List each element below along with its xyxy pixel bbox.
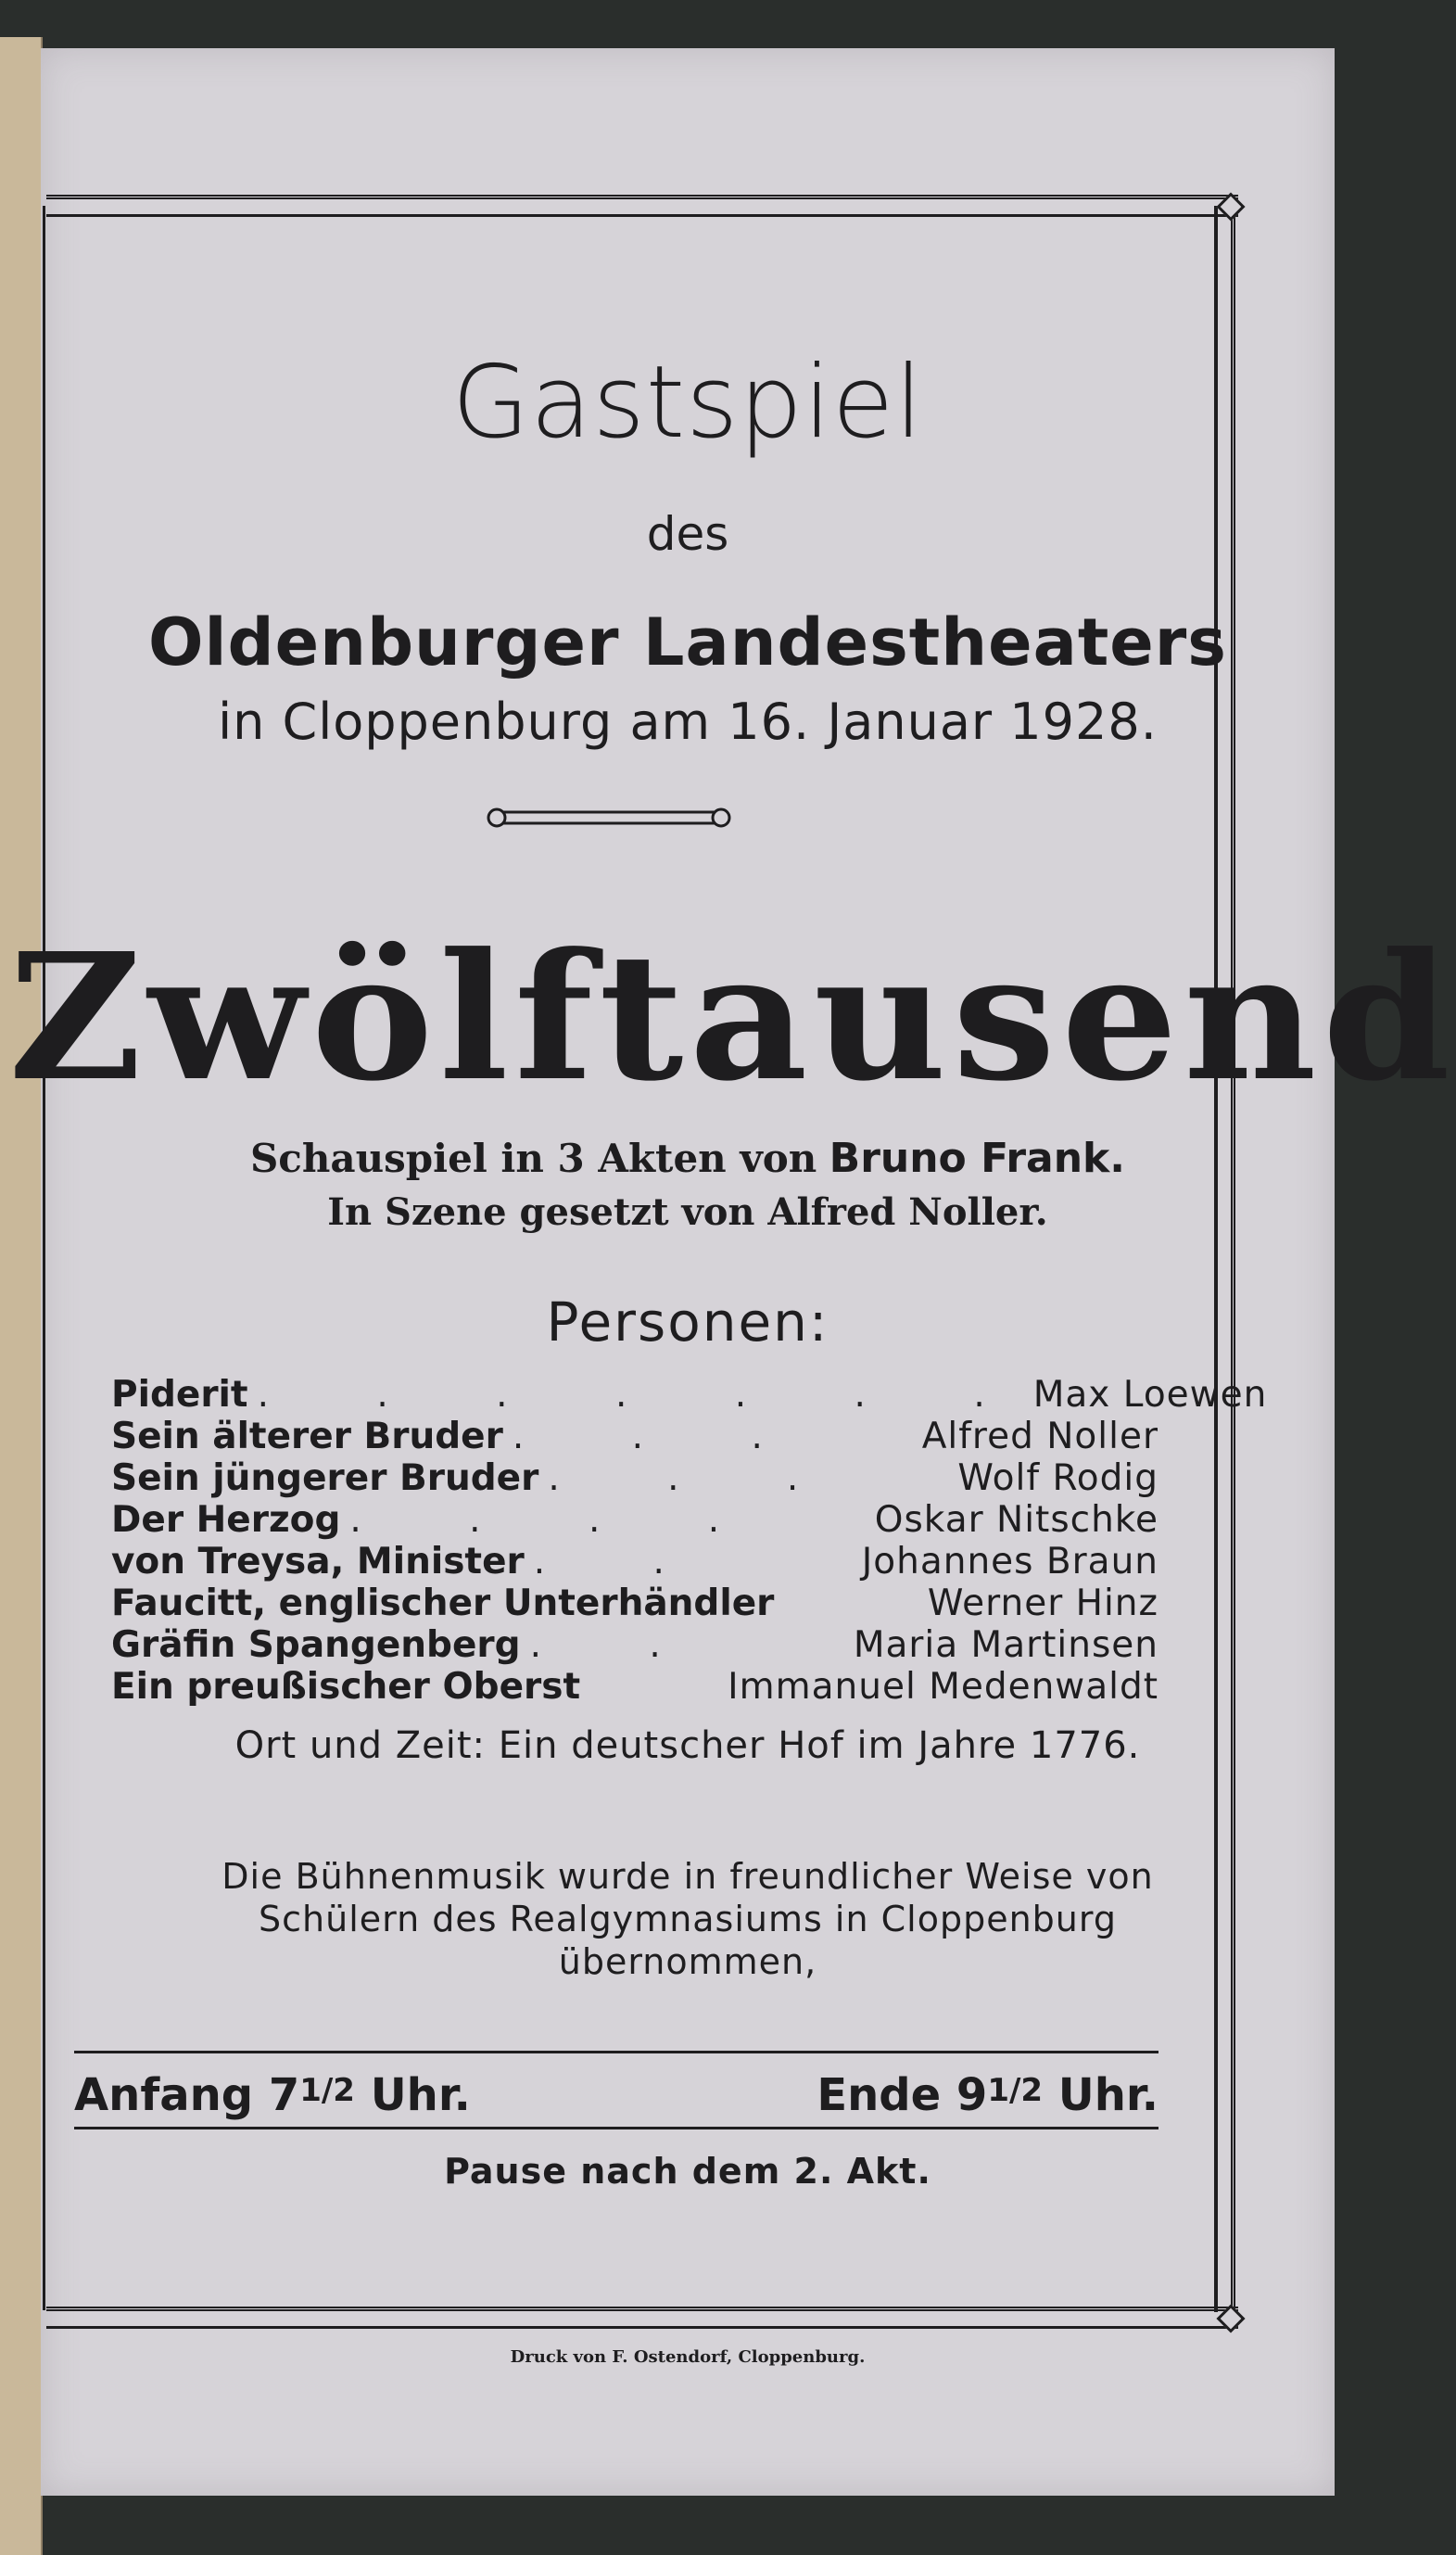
cast-role: von Treysa, Minister xyxy=(111,1541,525,1583)
pause-note: Pause nach dem 2. Akt. xyxy=(444,2151,931,2192)
cast-heading: Personen: xyxy=(546,1290,829,1354)
cast-role: Sein jüngerer Bruder xyxy=(111,1457,539,1499)
music-note-line: Schülern des Realgymnasiums in Cloppenburg xyxy=(259,1899,1117,1939)
end-unit: Uhr. xyxy=(1057,2069,1158,2121)
author-name: Bruno Frank. xyxy=(829,1135,1126,1182)
play-title: Zwölftausend xyxy=(8,915,1456,1120)
start-fraction: 1/2 xyxy=(299,2072,355,2109)
start-time xyxy=(74,2069,471,2121)
music-note-line: Die Bühnenmusik wurde in freundlicher Weise von xyxy=(222,1856,1154,1897)
cast-role: Piderit xyxy=(111,1374,248,1416)
cast-dots: . . . . . . . xyxy=(257,1374,1033,1416)
frame-bottom-border xyxy=(46,2307,1238,2329)
rule-top xyxy=(74,2051,1158,2053)
music-note-line: übernommen, xyxy=(558,1941,817,1982)
cast-dots: . . . . xyxy=(349,1499,768,1541)
cast-row xyxy=(111,1624,1158,1666)
printer-credit: Druck von F. Ostendorf, Cloppenburg. xyxy=(510,2347,866,2367)
cast-row xyxy=(111,1583,1158,1624)
cast-actor: Maria Martinsen xyxy=(853,1624,1158,1666)
cast-role: Gräfin Spangenberg xyxy=(111,1624,521,1666)
cast-row xyxy=(111,1374,1268,1416)
subtitle-line xyxy=(41,1135,1335,1182)
frame-top-border xyxy=(46,195,1238,217)
cast-row xyxy=(111,1666,1158,1708)
cast-actor: Oskar Nitschke xyxy=(874,1499,1158,1541)
end-fraction: 1/2 xyxy=(987,2072,1044,2109)
cast-row xyxy=(111,1541,1158,1583)
header-gastspiel: Gastspiel xyxy=(451,345,924,461)
cast-row xyxy=(111,1457,1158,1499)
cast-row xyxy=(111,1416,1158,1457)
cast-actor: Werner Hinz xyxy=(927,1583,1158,1624)
cast-row xyxy=(111,1499,1158,1541)
cast-role: Der Herzog xyxy=(111,1499,341,1541)
playbill-sheet xyxy=(8,48,1456,2496)
divider-ornament xyxy=(482,801,736,834)
cast-actor: Max Loewen xyxy=(1032,1374,1268,1416)
rule-bottom xyxy=(74,2127,1158,2129)
cast-actor: Alfred Noller xyxy=(921,1416,1158,1457)
cast-role: Ein preußischer Oberst xyxy=(111,1666,581,1708)
cast-dots: . . . xyxy=(548,1457,847,1499)
subtitle-fraktur: Schauspiel in 3 Akten von xyxy=(249,1136,817,1181)
cast-dots: . . xyxy=(533,1541,713,1583)
end-label: Ende 9 xyxy=(817,2069,988,2121)
cast-role: Sein älterer Bruder xyxy=(111,1416,503,1457)
setting-line: Ort und Zeit: Ein deutscher Hof im Jahre 1776. xyxy=(234,1724,1141,1767)
staging-credit: In Szene gesetzt von Alfred Noller. xyxy=(327,1190,1048,1234)
header-des: des xyxy=(646,507,729,561)
start-label: Anfang 7 xyxy=(74,2069,300,2121)
cast-dots: . . xyxy=(529,1624,709,1666)
cast-actor: Johannes Braun xyxy=(861,1541,1158,1583)
start-unit: Uhr. xyxy=(370,2069,471,2121)
cast-role: Faucitt, englischer Unterhändler xyxy=(111,1583,775,1624)
theater-name: Oldenburger Landestheaters xyxy=(148,604,1227,680)
cast-actor: Immanuel Medenwaldt xyxy=(728,1666,1158,1708)
end-time xyxy=(817,2069,1158,2121)
cast-actor: Wolf Rodig xyxy=(957,1457,1158,1499)
cast-list xyxy=(111,1374,1268,1708)
cast-dots: . . . xyxy=(512,1416,811,1457)
book-binding-edge xyxy=(0,37,43,2555)
place-date: in Cloppenburg am 16. Januar 1928. xyxy=(218,693,1158,751)
